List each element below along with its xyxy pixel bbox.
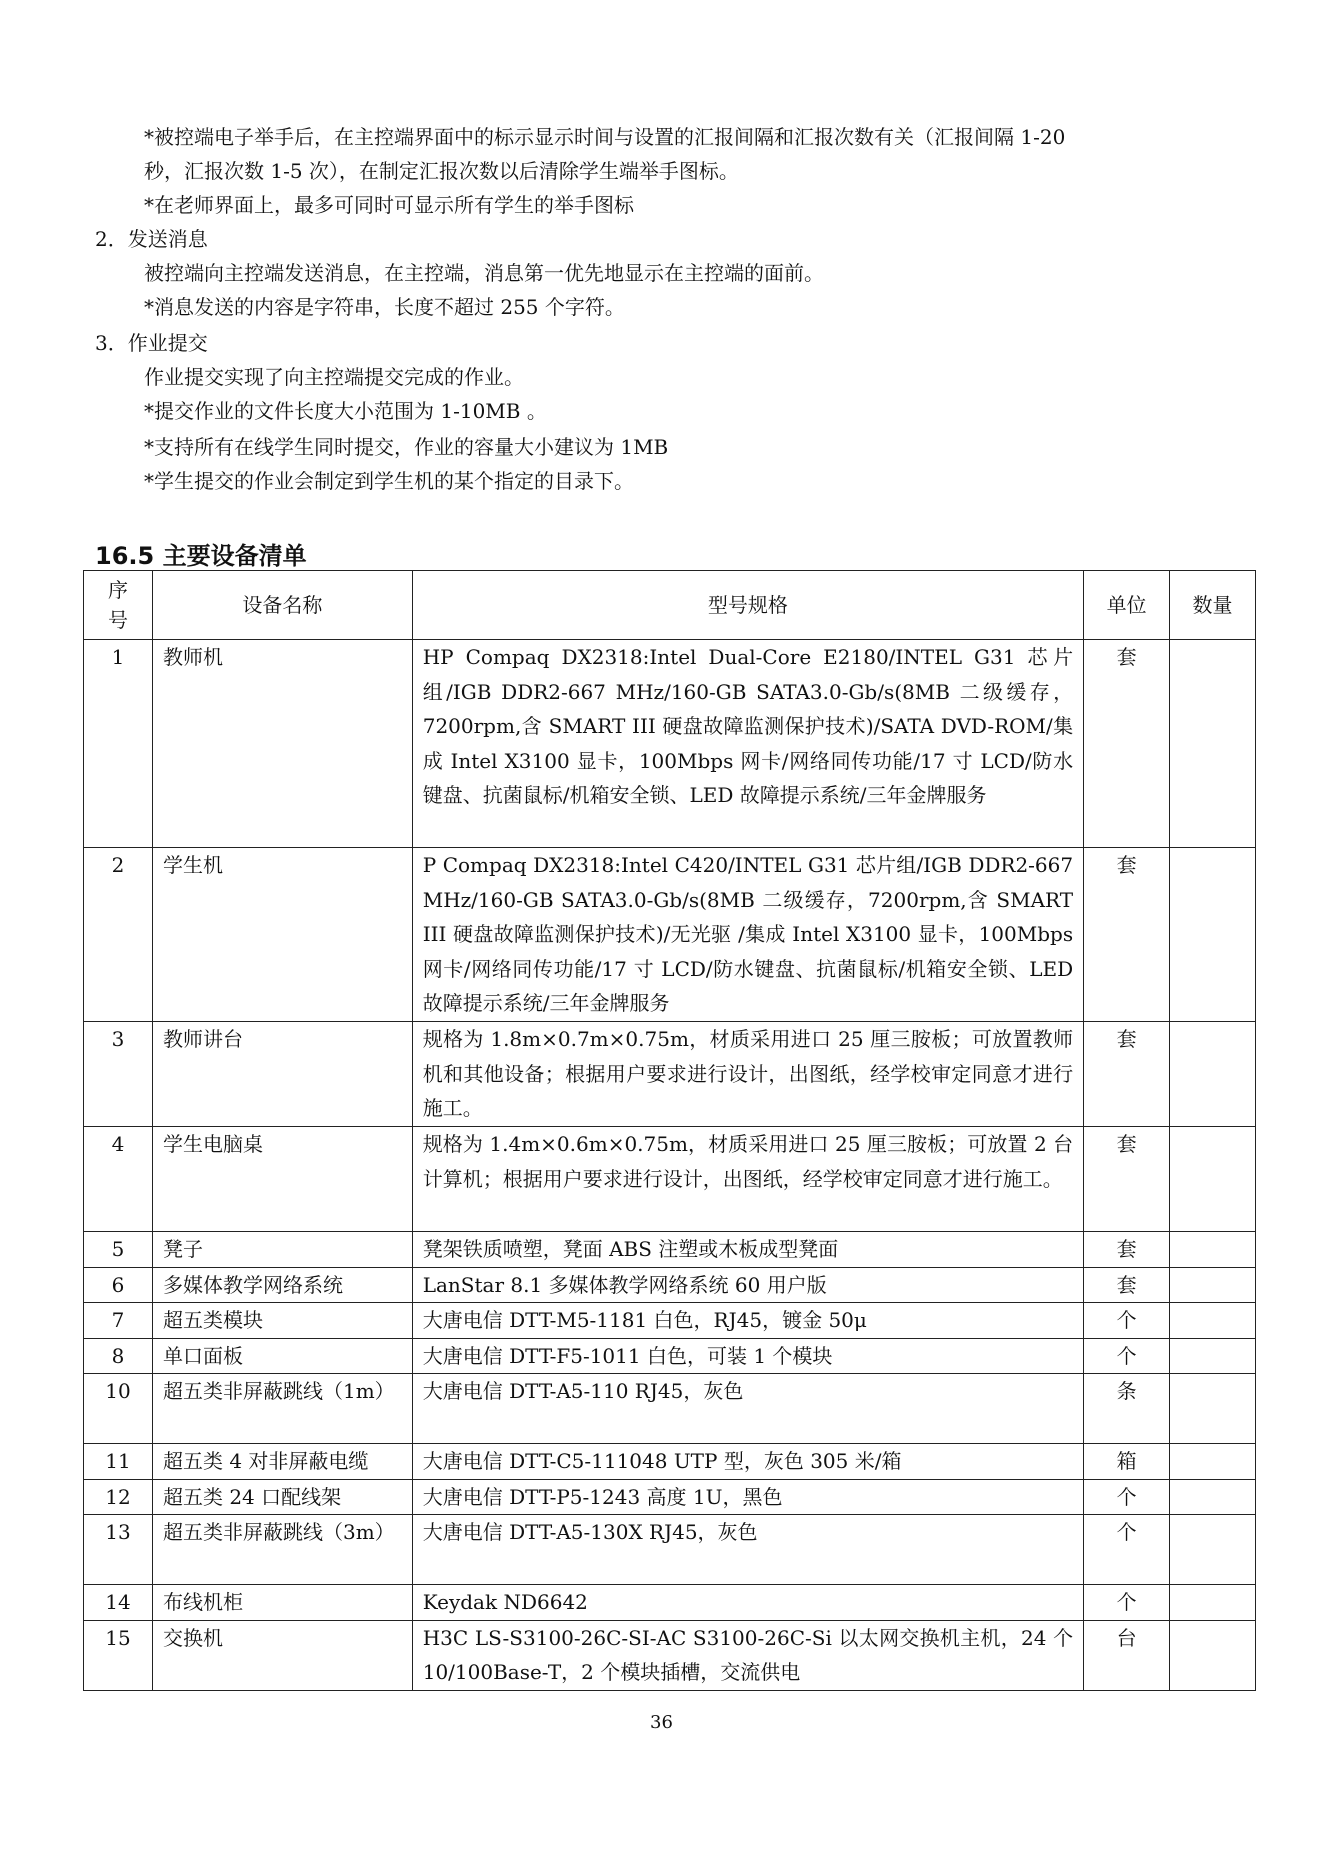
cell-qty [1170, 1444, 1256, 1480]
cell-qty [1170, 1374, 1256, 1444]
cell-name: 超五类模块 [152, 1303, 412, 1339]
cell-name: 教师机 [152, 640, 412, 848]
cell-spec: 大唐电信 DTT-A5-130X RJ45，灰色 [412, 1515, 1083, 1585]
paragraph-line: 被控端向主控端发送消息，在主控端，消息第一优先地显示在主控端的面前。 [144, 261, 824, 285]
cell-spec: 规格为 1.4m×0.6m×0.75m，材质采用进口 25 厘三胺板；可放置 2 台计算机；根据用户要求进行设计，出图纸，经学校审定同意才进行施工。 [412, 1127, 1083, 1232]
cell-qty [1170, 1127, 1256, 1232]
cell-seq: 3 [84, 1022, 153, 1127]
cell-name: 单口面板 [152, 1338, 412, 1374]
cell-seq: 11 [84, 1444, 153, 1480]
paragraph-line: 作业提交实现了向主控端提交完成的作业。 [144, 365, 524, 389]
cell-spec: 大唐电信 DTT-A5-110 RJ45，灰色 [412, 1374, 1083, 1444]
cell-spec: LanStar 8.1 多媒体教学网络系统 60 用户版 [412, 1267, 1083, 1303]
cell-qty [1170, 1022, 1256, 1127]
paragraph-line: *在老师界面上，最多可同时可显示所有学生的举手图标 [144, 193, 634, 217]
cell-name: 超五类非屏蔽跳线（1m） [152, 1374, 412, 1444]
cell-unit: 台 [1084, 1620, 1170, 1690]
cell-unit: 套 [1084, 640, 1170, 848]
table-row [84, 640, 1256, 848]
header-spec: 型号规格 [412, 571, 1083, 640]
cell-qty [1170, 1479, 1256, 1515]
cell-seq: 12 [84, 1479, 153, 1515]
paragraph-line: 秒，汇报次数 1-5 次），在制定汇报次数以后清除学生端举手图标。 [144, 159, 739, 183]
cell-qty [1170, 1303, 1256, 1339]
cell-unit: 个 [1084, 1303, 1170, 1339]
cell-unit: 个 [1084, 1515, 1170, 1585]
cell-spec: 大唐电信 DTT-C5-111048 UTP 型，灰色 305 米/箱 [412, 1444, 1083, 1480]
table-row [84, 1303, 1256, 1339]
cell-qty [1170, 1267, 1256, 1303]
paragraph-line: *学生提交的作业会制定到学生机的某个指定的目录下。 [144, 469, 634, 493]
paragraph-line: *被控端电子举手后，在主控端界面中的标示显示时间与设置的汇报间隔和汇报次数有关（汇报间隔 1-20 [144, 125, 1066, 149]
cell-unit: 个 [1084, 1585, 1170, 1621]
list-heading: 2．发送消息 [95, 227, 208, 251]
cell-seq: 5 [84, 1232, 153, 1268]
paragraph-line: *支持所有在线学生同时提交，作业的容量大小建议为 1MB [144, 435, 669, 459]
table-header-row [84, 571, 1256, 640]
cell-qty [1170, 640, 1256, 848]
list-heading: 3．作业提交 [95, 331, 208, 355]
page-number: 36 [650, 1712, 673, 1733]
cell-seq: 2 [84, 848, 153, 1022]
cell-seq: 13 [84, 1515, 153, 1585]
cell-qty [1170, 1232, 1256, 1268]
cell-unit: 套 [1084, 1232, 1170, 1268]
cell-qty [1170, 1515, 1256, 1585]
equipment-table [83, 570, 1256, 1691]
header-seq: 序号 [84, 571, 153, 640]
table-row [84, 1267, 1256, 1303]
table-row [84, 1620, 1256, 1690]
cell-unit: 个 [1084, 1338, 1170, 1374]
cell-name: 凳子 [152, 1232, 412, 1268]
table-row [84, 1585, 1256, 1621]
cell-qty [1170, 848, 1256, 1022]
cell-spec: Keydak ND6642 [412, 1585, 1083, 1621]
cell-spec: H3C LS-S3100-26C-SI-AC S3100-26C-Si 以太网交换机主机，24 个 10/100Base-T，2 个模块插槽，交流供电 [412, 1620, 1083, 1690]
cell-name: 学生电脑桌 [152, 1127, 412, 1232]
cell-unit: 箱 [1084, 1444, 1170, 1480]
cell-seq: 10 [84, 1374, 153, 1444]
cell-qty [1170, 1620, 1256, 1690]
header-name: 设备名称 [152, 571, 412, 640]
cell-unit: 套 [1084, 1127, 1170, 1232]
cell-seq: 14 [84, 1585, 153, 1621]
cell-seq: 8 [84, 1338, 153, 1374]
table-row [84, 1444, 1256, 1480]
cell-name: 教师讲台 [152, 1022, 412, 1127]
cell-unit: 个 [1084, 1479, 1170, 1515]
cell-qty [1170, 1338, 1256, 1374]
cell-seq: 1 [84, 640, 153, 848]
cell-unit: 套 [1084, 848, 1170, 1022]
table-row [84, 1479, 1256, 1515]
cell-spec: 大唐电信 DTT-M5-1181 白色，RJ45，镀金 50μ [412, 1303, 1083, 1339]
cell-seq: 6 [84, 1267, 153, 1303]
cell-name: 布线机柜 [152, 1585, 412, 1621]
cell-seq: 4 [84, 1127, 153, 1232]
cell-spec: 规格为 1.8m×0.7m×0.75m，材质采用进口 25 厘三胺板；可放置教师机和其他设备；根据用户要求进行设计，出图纸，经学校审定同意才进行施工。 [412, 1022, 1083, 1127]
cell-spec: 大唐电信 DTT-F5-1011 白色，可装 1 个模块 [412, 1338, 1083, 1374]
table-row [84, 1127, 1256, 1232]
paragraph-line: *提交作业的文件长度大小范围为 1-10MB 。 [144, 399, 547, 423]
cell-unit: 条 [1084, 1374, 1170, 1444]
cell-seq: 15 [84, 1620, 153, 1690]
cell-name: 学生机 [152, 848, 412, 1022]
header-qty: 数量 [1170, 571, 1256, 640]
cell-name: 交换机 [152, 1620, 412, 1690]
cell-spec: 大唐电信 DTT-P5-1243 高度 1U，黑色 [412, 1479, 1083, 1515]
table-row [84, 1338, 1256, 1374]
table-row [84, 1232, 1256, 1268]
cell-qty [1170, 1585, 1256, 1621]
cell-name: 多媒体教学网络系统 [152, 1267, 412, 1303]
cell-spec: HP Compaq DX2318:Intel Dual-Core E2180/INTEL G31 芯片组/IGB DDR2-667 MHz/160-GB SATA3.0-Gb/s(8MB 二级缓存，7200rpm,含 SMART III 硬盘故障监测保护技术)/SATA DVD-ROM/集成 Intel X3100 显卡，100Mbps 网卡/网络同传功能/17 寸 LCD/防水键盘、抗菌鼠标/机箱安全锁、LED 故障提示系统/三年金牌服务 [412, 640, 1083, 848]
table-row [84, 1374, 1256, 1444]
cell-name: 超五类 24 口配线架 [152, 1479, 412, 1515]
table-row [84, 1515, 1256, 1585]
cell-unit: 套 [1084, 1022, 1170, 1127]
cell-name: 超五类 4 对非屏蔽电缆 [152, 1444, 412, 1480]
header-unit: 单位 [1084, 571, 1170, 640]
table-row [84, 848, 1256, 1022]
cell-unit: 套 [1084, 1267, 1170, 1303]
section-title: 16.5 主要设备清单 [95, 542, 307, 570]
cell-seq: 7 [84, 1303, 153, 1339]
table-row [84, 1022, 1256, 1127]
cell-spec: P Compaq DX2318:Intel C420/INTEL G31 芯片组/IGB DDR2-667 MHz/160-GB SATA3.0-Gb/s(8MB 二级缓存，7200rpm,含 SMART III 硬盘故障监测保护技术)/无光驱 /集成 Intel X3100 显卡，100Mbps 网卡/网络同传功能/17 寸 LCD/防水键盘、抗菌鼠标/机箱安全锁、LED 故障提示系统/三年金牌服务 [412, 848, 1083, 1022]
cell-name: 超五类非屏蔽跳线（3m） [152, 1515, 412, 1585]
cell-spec: 凳架铁质喷塑，凳面 ABS 注塑或木板成型凳面 [412, 1232, 1083, 1268]
paragraph-line: *消息发送的内容是字符串，长度不超过 255 个字符。 [144, 295, 625, 319]
